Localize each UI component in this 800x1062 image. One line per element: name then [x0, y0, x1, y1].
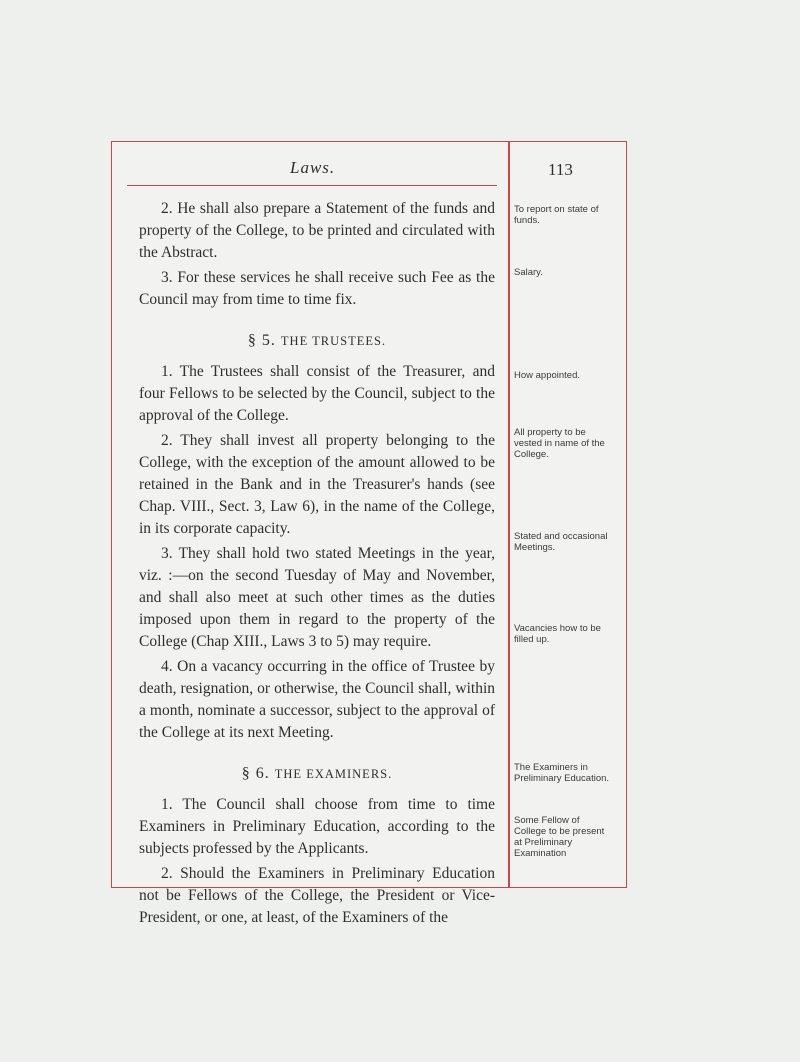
paragraph: 2. They shall invest all property belonging to the College, with the exception of the amount allowed to be retained in the Bank and in the Treasurer's hands (see Chap. VIII., Sect. 3, Law 6), in the name of the College, in its corporate capacity.: [139, 432, 495, 537]
paragraph: 4. On a vacancy occurring in the office of Trustee by death, resignation, or otherwise, the Council shall, within a month, nominate a successor, subject to the approval of the College at its next Meeting.: [139, 658, 495, 741]
section-title: THE EXAMINERS.: [274, 767, 393, 781]
paragraph: 3. They shall hold two stated Meetings in the year, viz. :—on the second Tuesday of May and November, and shall also meet at such other times as the duties imposed upon them in regard to the property of the College (Chap XIII., Laws 3 to 5) may require.: [139, 545, 495, 650]
margin-note: Stated and occasional Meetings.: [514, 531, 608, 553]
margin-note: Some Fellow of College to be present at Preliminary Examination: [514, 815, 605, 859]
paragraph: 1. The Trustees shall consist of the Treasurer, and four Fellows to be selected by the Council, subject to the approval of the College.: [139, 363, 495, 424]
margin-rule: [508, 141, 510, 888]
header-rule: [127, 185, 497, 186]
paragraph: 2. He shall also prepare a Statement of the funds and property of the College, to be printed and circulated with the Abstract.: [139, 200, 495, 261]
running-head: Laws.: [290, 158, 336, 177]
section-heading: [139, 330, 495, 352]
page-number: 113: [548, 160, 573, 179]
margin-note: To report on state of funds.: [514, 204, 599, 226]
margin-note: All property to be vested in name of the College.: [514, 427, 605, 460]
margin-note: How appointed.: [514, 370, 581, 381]
paragraph: 2. Should the Examiners in Preliminary Education not be Fellows of the College, the President or Vice-President, or one, at least, of the Examiners of the: [139, 865, 495, 926]
main-text: [139, 198, 495, 932]
section-heading: [139, 763, 495, 785]
margin-note: The Examiners in Preliminary Education.: [514, 762, 610, 784]
section-number: § 6.: [241, 765, 270, 782]
margin-note: Salary.: [514, 267, 543, 278]
paragraph: 3. For these services he shall receive such Fee as the Council may from time to time fix.: [139, 269, 495, 308]
section-number: § 5.: [247, 332, 276, 349]
paragraph: 1. The Council shall choose from time to time Examiners in Preliminary Education, according to the subjects professed by the Applicants.: [139, 796, 495, 857]
section-title: THE TRUSTEES.: [280, 334, 387, 348]
margin-note: Vacancies how to be filled up.: [514, 623, 601, 645]
